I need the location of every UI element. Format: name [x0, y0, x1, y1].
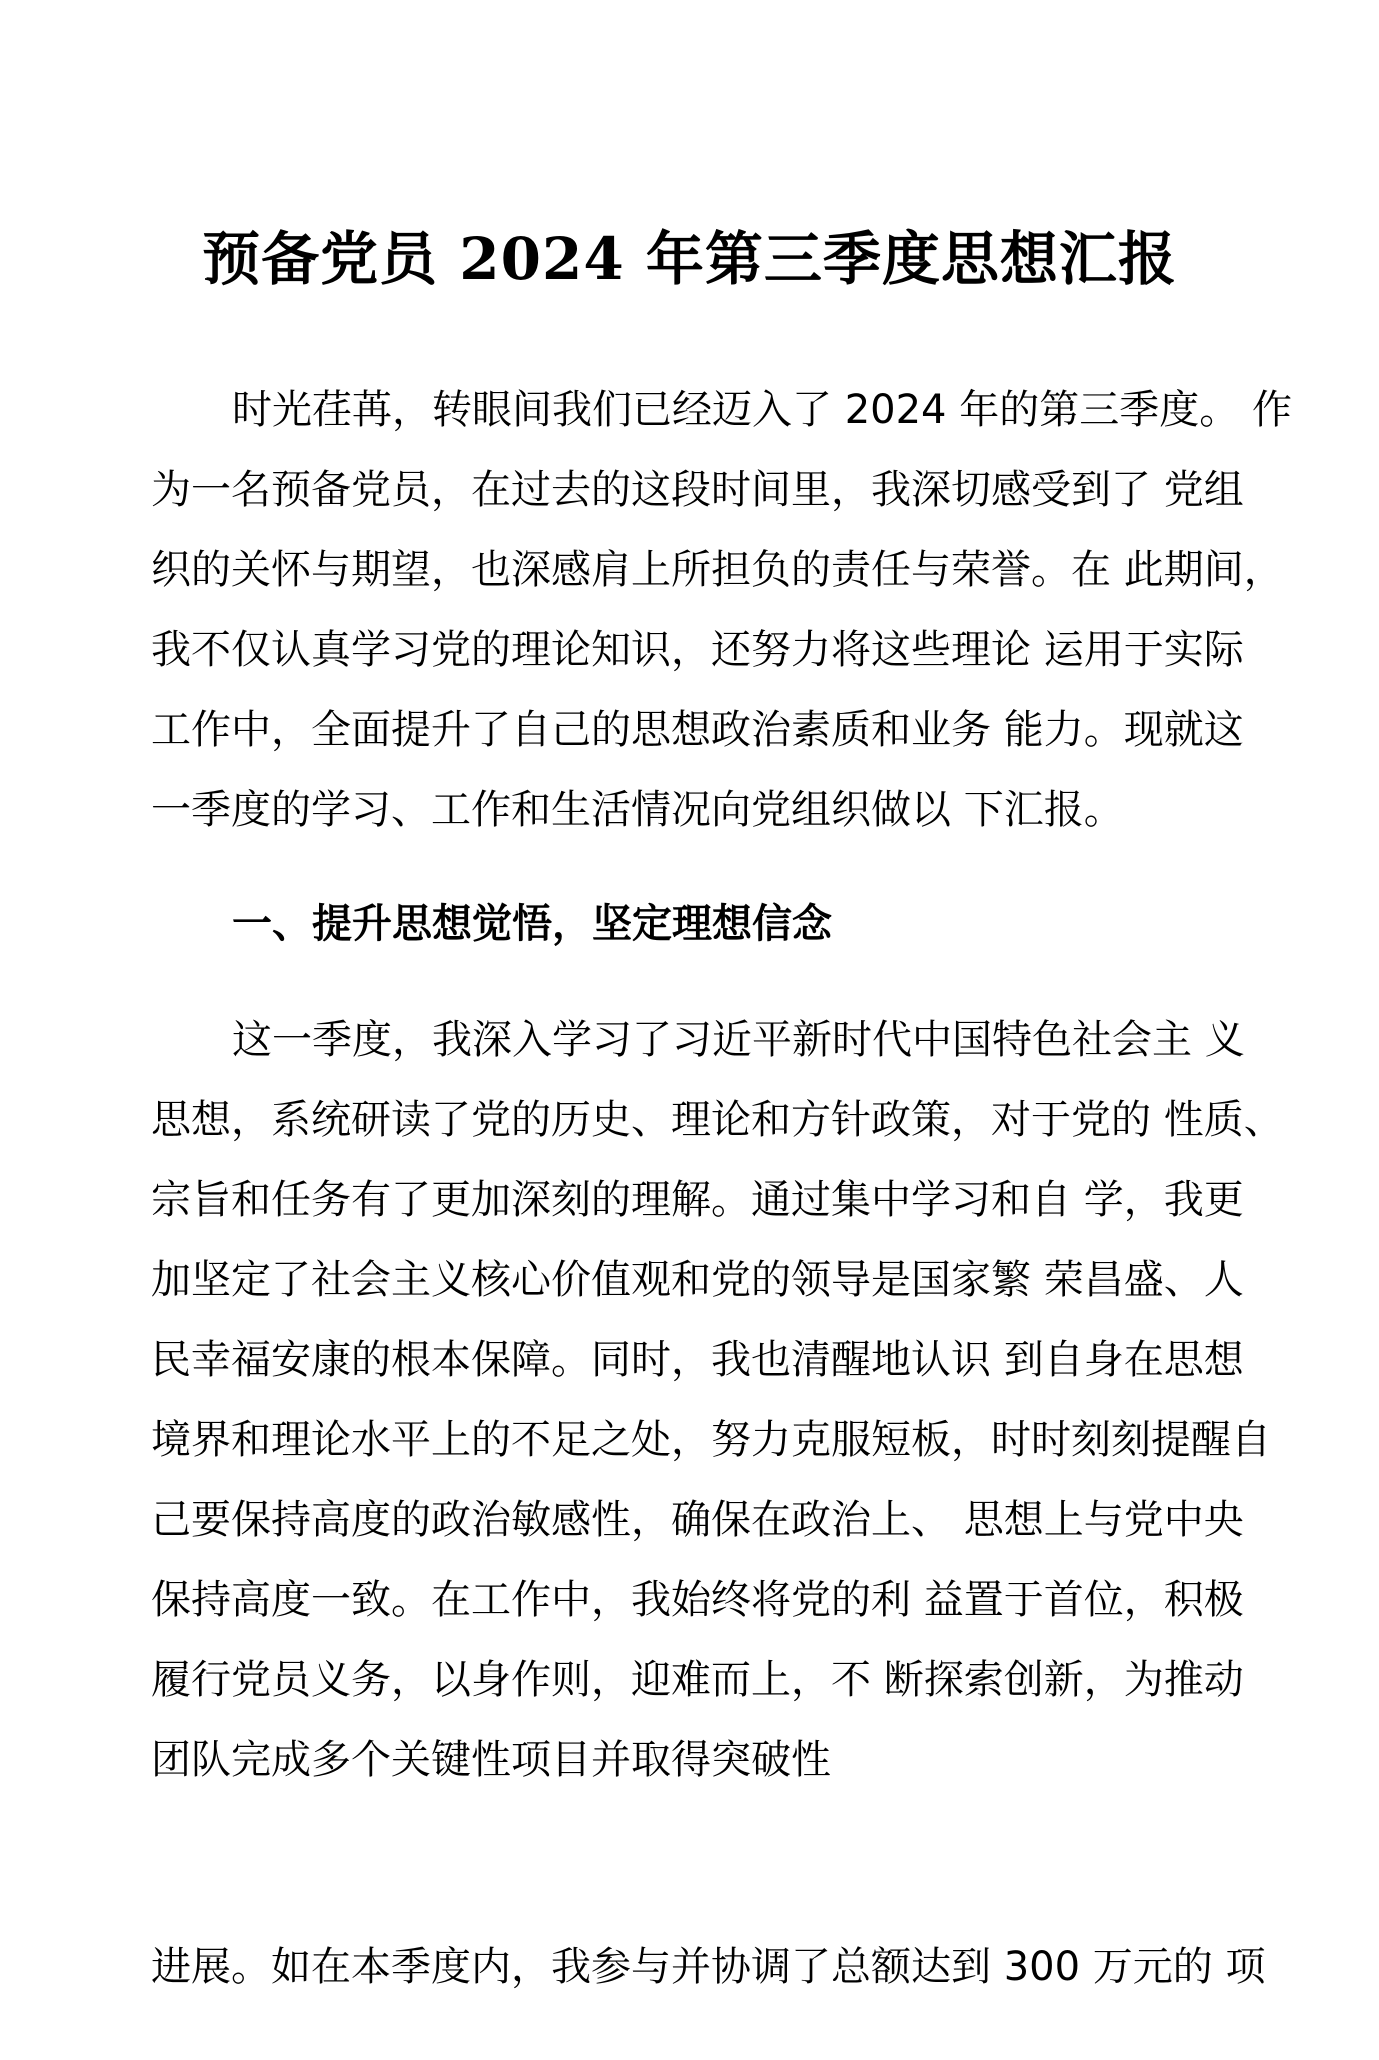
- text-line: 宗旨和任务有了更加深刻的理解。通过集中学习和自 学，我更: [151, 1177, 1244, 1223]
- text-line: 为一名预备党员，在过去的这段时间里，我深切感受到了 党组: [151, 467, 1244, 513]
- text-line: 进展。如在本季度内，我参与并协调了总额达到 300 万元的 项: [151, 1944, 1266, 1990]
- text-line: 工作中，全面提升了自己的思想政治素质和业务 能力。现就这: [151, 707, 1244, 753]
- text-line: 加坚定了社会主义核心价值观和党的领导是国家繁 荣昌盛、人: [151, 1257, 1244, 1303]
- text-line: 织的关怀与期望，也深感肩上所担负的责任与荣誉。在 此期间，: [151, 547, 1284, 593]
- text-line: 思想，系统研读了党的历史、理论和方针政策，对于党的 性质、: [151, 1097, 1284, 1143]
- text-line: 民幸福安康的根本保障。同时，我也清醒地认识 到自身在思想: [151, 1337, 1244, 1383]
- document-title: 预备党员 2024 年第三季度思想汇报: [202, 225, 1177, 293]
- text-line: 保持高度一致。在工作中，我始终将党的利 益置于首位，积极: [151, 1577, 1244, 1623]
- text-line: 己要保持高度的政治敏感性，确保在政治上、 思想上与党中央: [151, 1497, 1244, 1543]
- text-line: 团队完成多个关键性项目并取得突破性: [151, 1737, 831, 1783]
- text-line: 我不仅认真学习党的理论知识，还努力将这些理论 运用于实际: [151, 627, 1244, 673]
- text-line: 这一季度，我深入学习了习近平新时代中国特色社会主 义: [232, 1017, 1245, 1063]
- text-line: 境界和理论水平上的不足之处，努力克服短板，时时刻刻提醒自: [151, 1417, 1271, 1463]
- text-line: 履行党员义务，以身作则，迎难而上，不 断探索创新，为推动: [151, 1657, 1244, 1703]
- text-line: 时光荏苒，转眼间我们已经迈入了 2024 年的第三季度。 作: [232, 387, 1292, 433]
- section-heading: 一、提升思想觉悟，坚定理想信念: [232, 901, 832, 947]
- text-line: 一季度的学习、工作和生活情况向党组织做以 下汇报。: [151, 787, 1124, 833]
